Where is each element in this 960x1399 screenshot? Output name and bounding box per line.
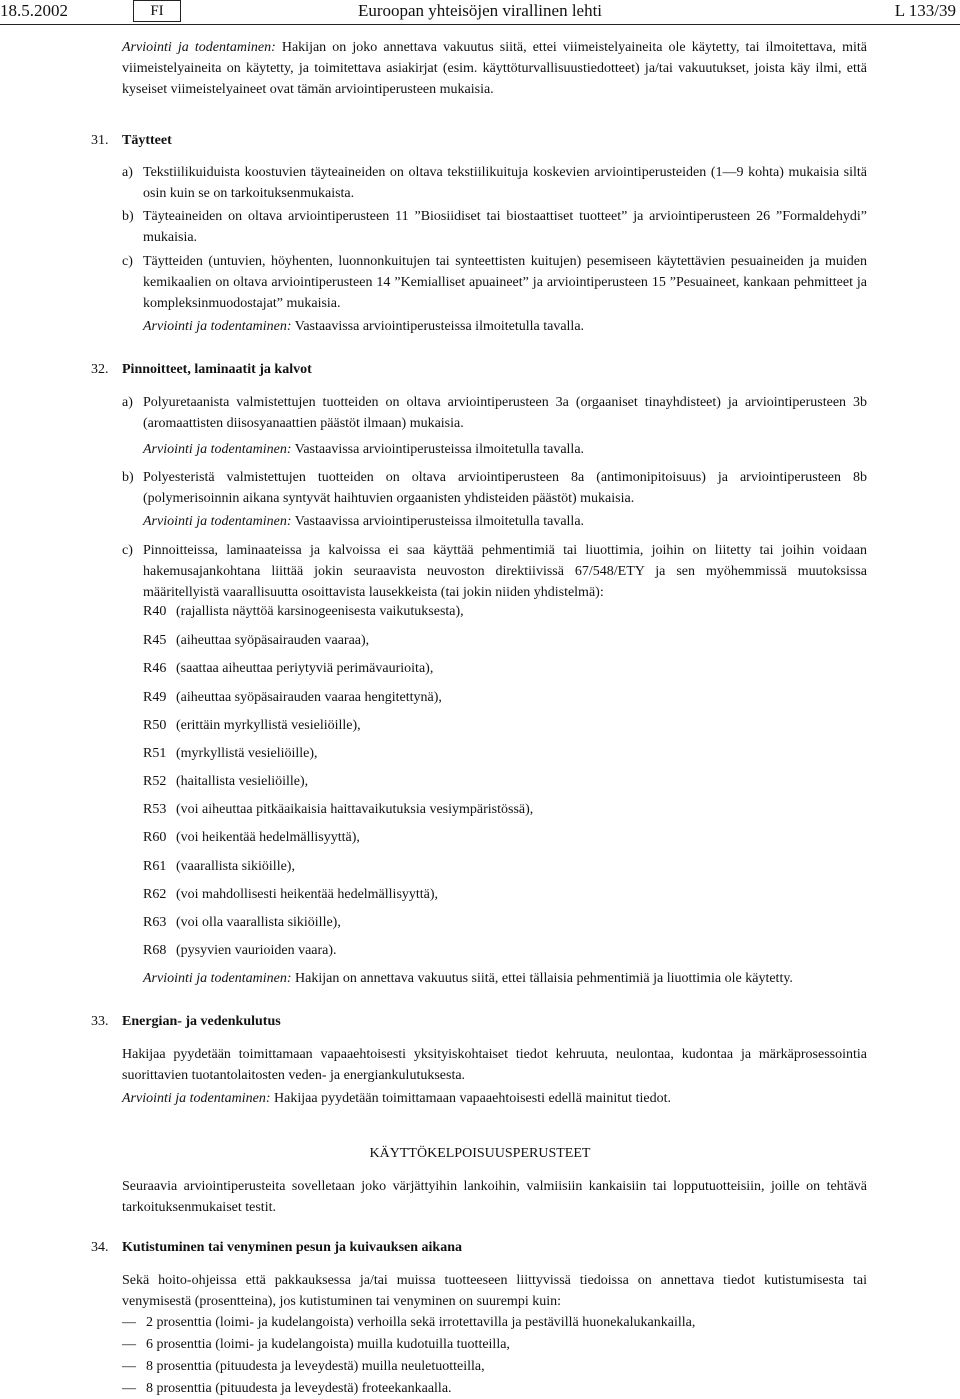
risk-code: R62: [143, 887, 167, 902]
risk-text: (rajallista näyttöä karsinogeenisesta vaikutuksesta),: [176, 604, 464, 619]
risk-code: R51: [143, 746, 167, 761]
risk-text: (voi olla vaarallista sikiöille),: [176, 915, 341, 930]
risk-text: (myrkyllistä vesieliöille),: [176, 746, 318, 761]
s32-c-label: c): [122, 543, 133, 558]
intro-verification: Arviointi ja todentaminen: Hakijan on joko annettava vakuutus siitä, ettei viimeistelyaineita ole käytetty, tai ilmoitettava, mitä viimeistelyaineita on käytetty, ja toimitettava asiakirjat (esim. käyttöturvallisuustiedotteet) ja/tai vakuutukset, joista käy ilmi, että kyseiset viimeistelyaineet ovat tämän arviointiperusteen mukaisia.: [122, 40, 868, 97]
list-item: 8 prosenttia (pituudesta ja leveydestä) froteekankaalla.: [146, 1381, 452, 1396]
language-code: FI: [133, 0, 181, 22]
list-dash: —: [122, 1381, 136, 1396]
risk-code: R60: [143, 830, 167, 845]
list-item: 8 prosenttia (pituudesta ja leveydestä) muilla neuletuotteilla,: [146, 1359, 485, 1374]
s31-verification: Arviointi ja todentaminen: Vastaavissa arviointiperusteissa ilmoitetulla tavalla.: [143, 319, 585, 334]
s31-a-label: a): [122, 165, 133, 180]
risk-text: (aiheuttaa syöpäsairauden vaaraa hengitettynä),: [176, 690, 442, 705]
s32-b-label: b): [122, 470, 134, 485]
usage-text: Seuraavia arviointiperusteita sovelletaan joko värjättyihin lankoihin, valmiisiin kankaisiin tai lopputuotteisiin, joille on tehtävä tarkoituksenmukaiset testit.: [122, 1179, 867, 1215]
risk-code: R49: [143, 690, 167, 705]
risk-code: R52: [143, 774, 167, 789]
risk-code: R46: [143, 661, 167, 676]
section-34-number: 34.: [91, 1240, 109, 1255]
s34-text: Sekä hoito-ohjeissa että pakkauksessa ja/tai muissa tuotteeseen liittyvissä tiedoissa on annettava tiedot kutistumisesta tai venymisestä (prosentteina), jos kutistuminen tai venyminen on suurempi kuin:: [122, 1273, 867, 1309]
section-31-title: Täytteet: [122, 133, 172, 148]
section-32-title: Pinnoitteet, laminaatit ja kalvot: [122, 362, 312, 377]
section-33-number: 33.: [91, 1014, 109, 1029]
section-31-number: 31.: [91, 133, 109, 148]
s32-b-text: Polyesteristä valmistettujen tuotteiden on oltava arviointiperusteen 8a (antimonipitoisuus) ja arviointiperusteen 8b (polymerisoinnin aikana syntyvät haihtuvien orgaanisten yhdisteiden päästöt) mukaisia.: [143, 470, 867, 506]
risk-text: (saattaa aiheuttaa periytyviä perimävaurioita),: [176, 661, 434, 676]
s32-a-label: a): [122, 395, 133, 410]
page-header: [0, 0, 960, 25]
s31-c-text: Täytteiden (untuvien, höyhenten, luonnonkuitujen tai synteettisten kuitujen) pesemiseen käytettävien pesuaineiden ja muiden kemikaalien on oltava arviointiperusteen 14 ”Kemialliset apuaineet” ja arviointiperusteen 15 ”Pesuaineet, kankaan pehmitteet ja kompleksinmuodostajat” mukaisia.: [143, 254, 867, 311]
risk-text: (voi heikentää hedelmällisyyttä),: [176, 830, 360, 845]
risk-text: (pysyvien vaurioiden vaara).: [176, 943, 337, 958]
usage-heading: KÄYTTÖKELPOISUUSPERUSTEET: [369, 1146, 591, 1161]
s31-b-text: Täyteaineiden on oltava arviointiperusteen 11 ”Biosiidiset tai biostaattiset tuotteet” ja arviointiperusteen 26 ”Formaldehydi” mukaisia.: [143, 209, 867, 245]
risk-code: R40: [143, 604, 167, 619]
s33-verification: Arviointi ja todentaminen: Hakijaa pyydetään toimittamaan vapaaehtoisesti edellä mainitut tiedot.: [122, 1091, 671, 1106]
risk-text: (vaarallista sikiöille),: [176, 859, 295, 874]
risk-text: (aiheuttaa syöpäsairauden vaaraa),: [176, 633, 370, 648]
publication-date: 18.5.2002: [0, 1, 68, 20]
risk-text: (haitallista vesieliöille),: [176, 774, 309, 789]
risk-code: R68: [143, 943, 167, 958]
risk-code: R63: [143, 915, 167, 930]
s31-c-label: c): [122, 254, 133, 269]
section-32-number: 32.: [91, 362, 109, 377]
s32-b-verification: Arviointi ja todentaminen: Vastaavissa arviointiperusteissa ilmoitetulla tavalla.: [143, 514, 585, 529]
journal-title: Euroopan yhteisöjen virallinen lehti: [357, 1, 603, 20]
list-dash: —: [122, 1359, 136, 1374]
risk-code: R61: [143, 859, 167, 874]
s32-c-text: Pinnoitteissa, laminaateissa ja kalvoissa ei saa käyttää pehmentimiä tai liuottimia, joihin on liitetty tai joihin voidaan hakemusajankohtana liittää jokin seuraavista neuvoston direktiivissä 67/548/ETY ja sen myöhemmissä muutoksissa määritellyistä vaarallisuutta osoittavista lausekkeista (tai jokin niiden yhdistelmä):: [143, 543, 867, 600]
s32-a-text: Polyuretaanista valmistettujen tuotteiden on oltava arviointiperusteen 3a (orgaaniset tinayhdisteet) ja arviointiperusteen 3b (aromaattisten diisosyanaattien päästöt ilmaan) mukaisia.: [143, 395, 867, 431]
list-item: 6 prosenttia (loimi- ja kudelangoista) muilla kudotuilla tuotteilla,: [146, 1337, 510, 1352]
list-dash: —: [122, 1337, 136, 1352]
s31-b-label: b): [122, 209, 134, 224]
s31-a-text: Tekstiilikuiduista koostuvien täyteaineiden on oltava tekstiilikuituja koskevien arviointiperusteiden (1—9 kohta) mukaisia siltä osin kuin se on tarkoituksenmukaista.: [143, 165, 867, 201]
s32-c-verification: Arviointi ja todentaminen: Hakijan on annettava vakuutus siitä, ettei tällaisia pehmentimiä ja liuottimia ole käytetty.: [143, 971, 793, 986]
risk-text: (voi mahdollisesti heikentää hedelmällisyyttä),: [176, 887, 439, 902]
page-number: L 133/39: [894, 1, 956, 20]
risk-code: R45: [143, 633, 167, 648]
list-dash: —: [122, 1315, 136, 1330]
section-34-title: Kutistuminen tai venyminen pesun ja kuivauksen aikana: [122, 1240, 462, 1255]
risk-text: (voi aiheuttaa pitkäaikaisia haittavaikutuksia vesiympäristössä),: [176, 802, 534, 817]
list-item: 2 prosenttia (loimi- ja kudelangoista) verhoilla sekä irrotettavilla ja pestävillä huonekalukankailla,: [146, 1315, 696, 1330]
s32-a-verification: Arviointi ja todentaminen: Vastaavissa arviointiperusteissa ilmoitetulla tavalla.: [143, 442, 585, 457]
risk-code: R53: [143, 802, 167, 817]
risk-code: R50: [143, 718, 167, 733]
risk-text: (erittäin myrkyllistä vesieliöille),: [176, 718, 361, 733]
s33-text: Hakijaa pyydetään toimittamaan vapaaehtoisesti yksityiskohtaiset tiedot kehruuta, neulontaa, kudontaa ja märkäprosessointia suorittavien tuotantolaitosten veden- ja energiankulutuksesta.: [122, 1047, 867, 1083]
section-33-title: Energian- ja vedenkulutus: [122, 1014, 281, 1029]
